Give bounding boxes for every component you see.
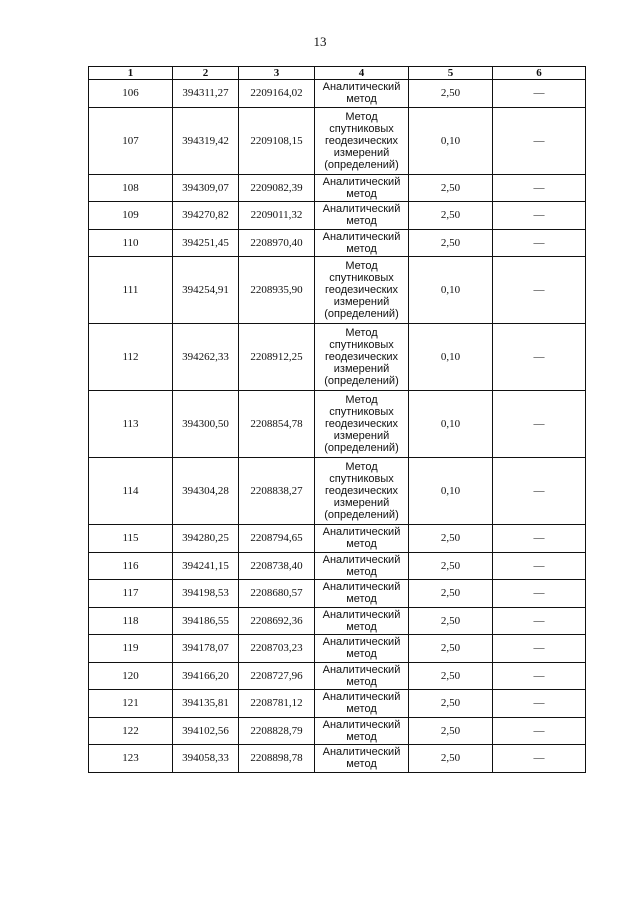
table-row (89, 717, 586, 745)
method-cell: Аналитический метод (315, 607, 409, 635)
page-number: 13 (313, 34, 327, 49)
y-coordinate-cell: 2209164,02 (239, 80, 315, 108)
point-number-cell: 123 (89, 745, 173, 773)
table-row (89, 80, 586, 108)
method-cell: Аналитический метод (315, 745, 409, 773)
table-row (89, 580, 586, 608)
method-cell: Метод спутниковых геодезических измерений (определений) (315, 324, 409, 391)
x-coordinate-cell: 394058,33 (173, 745, 239, 773)
method-cell: Аналитический метод (315, 552, 409, 580)
column-header: 3 (239, 67, 315, 80)
y-coordinate-cell: 2209108,15 (239, 107, 315, 174)
table-row (89, 174, 586, 202)
accuracy-cell: 2,50 (409, 690, 493, 718)
note-cell: — (493, 635, 586, 663)
x-coordinate-cell: 394311,27 (173, 80, 239, 108)
y-coordinate-cell: 2208970,40 (239, 229, 315, 257)
method-cell: Аналитический метод (315, 229, 409, 257)
note-cell: — (493, 80, 586, 108)
y-coordinate-cell: 2208794,65 (239, 525, 315, 553)
y-coordinate-cell: 2208727,96 (239, 662, 315, 690)
note-cell: — (493, 662, 586, 690)
point-number-cell: 113 (89, 391, 173, 458)
accuracy-cell: 0,10 (409, 324, 493, 391)
point-number-cell: 107 (89, 107, 173, 174)
note-cell: — (493, 552, 586, 580)
note-cell: — (493, 525, 586, 553)
method-cell: Метод спутниковых геодезических измерений (определений) (315, 107, 409, 174)
accuracy-cell: 2,50 (409, 717, 493, 745)
accuracy-cell: 2,50 (409, 580, 493, 608)
note-cell: — (493, 107, 586, 174)
table-row (89, 202, 586, 230)
accuracy-cell: 2,50 (409, 662, 493, 690)
note-cell: — (493, 257, 586, 324)
method-cell: Метод спутниковых геодезических измерений (определений) (315, 391, 409, 458)
method-cell: Аналитический метод (315, 525, 409, 553)
column-header: 5 (409, 67, 493, 80)
accuracy-cell: 2,50 (409, 745, 493, 773)
point-number-cell: 109 (89, 202, 173, 230)
table-row (89, 525, 586, 553)
accuracy-cell: 0,10 (409, 458, 493, 525)
accuracy-cell: 2,50 (409, 174, 493, 202)
x-coordinate-cell: 394135,81 (173, 690, 239, 718)
accuracy-cell: 2,50 (409, 525, 493, 553)
point-number-cell: 110 (89, 229, 173, 257)
point-number-cell: 122 (89, 717, 173, 745)
accuracy-cell: 2,50 (409, 229, 493, 257)
method-cell: Метод спутниковых геодезических измерений (определений) (315, 458, 409, 525)
accuracy-cell: 0,10 (409, 107, 493, 174)
table-row (89, 745, 586, 773)
table-row (89, 662, 586, 690)
note-cell: — (493, 458, 586, 525)
note-cell: — (493, 324, 586, 391)
x-coordinate-cell: 394300,50 (173, 391, 239, 458)
table-header-row (89, 67, 586, 80)
y-coordinate-cell: 2208838,27 (239, 458, 315, 525)
note-cell: — (493, 391, 586, 458)
note-cell: — (493, 174, 586, 202)
x-coordinate-cell: 394251,45 (173, 229, 239, 257)
point-number-cell: 121 (89, 690, 173, 718)
method-cell: Аналитический метод (315, 662, 409, 690)
y-coordinate-cell: 2208898,78 (239, 745, 315, 773)
table-row (89, 257, 586, 324)
accuracy-cell: 2,50 (409, 80, 493, 108)
method-cell: Аналитический метод (315, 580, 409, 608)
x-coordinate-cell: 394304,28 (173, 458, 239, 525)
x-coordinate-cell: 394178,07 (173, 635, 239, 663)
column-header: 1 (89, 67, 173, 80)
point-number-cell: 106 (89, 80, 173, 108)
table-row (89, 458, 586, 525)
accuracy-cell: 2,50 (409, 202, 493, 230)
point-number-cell: 114 (89, 458, 173, 525)
note-cell: — (493, 690, 586, 718)
note-cell: — (493, 580, 586, 608)
accuracy-cell: 0,10 (409, 257, 493, 324)
y-coordinate-cell: 2209011,32 (239, 202, 315, 230)
x-coordinate-cell: 394186,55 (173, 607, 239, 635)
note-cell: — (493, 745, 586, 773)
method-cell: Метод спутниковых геодезических измерений (определений) (315, 257, 409, 324)
column-header: 2 (173, 67, 239, 80)
table-row (89, 229, 586, 257)
x-coordinate-cell: 394198,53 (173, 580, 239, 608)
x-coordinate-cell: 394262,33 (173, 324, 239, 391)
x-coordinate-cell: 394280,25 (173, 525, 239, 553)
y-coordinate-cell: 2208692,36 (239, 607, 315, 635)
y-coordinate-cell: 2208935,90 (239, 257, 315, 324)
method-cell: Аналитический метод (315, 202, 409, 230)
x-coordinate-cell: 394270,82 (173, 202, 239, 230)
x-coordinate-cell: 394254,91 (173, 257, 239, 324)
table-row (89, 690, 586, 718)
y-coordinate-cell: 2208912,25 (239, 324, 315, 391)
point-number-cell: 119 (89, 635, 173, 663)
coordinates-table (88, 66, 586, 773)
method-cell: Аналитический метод (315, 80, 409, 108)
y-coordinate-cell: 2208738,40 (239, 552, 315, 580)
point-number-cell: 118 (89, 607, 173, 635)
table-row (89, 552, 586, 580)
y-coordinate-cell: 2208854,78 (239, 391, 315, 458)
method-cell: Аналитический метод (315, 690, 409, 718)
table-row (89, 635, 586, 663)
accuracy-cell: 2,50 (409, 552, 493, 580)
y-coordinate-cell: 2208680,57 (239, 580, 315, 608)
method-cell: Аналитический метод (315, 717, 409, 745)
table-row (89, 324, 586, 391)
accuracy-cell: 2,50 (409, 635, 493, 663)
point-number-cell: 115 (89, 525, 173, 553)
y-coordinate-cell: 2208781,12 (239, 690, 315, 718)
point-number-cell: 112 (89, 324, 173, 391)
method-cell: Аналитический метод (315, 174, 409, 202)
x-coordinate-cell: 394102,56 (173, 717, 239, 745)
note-cell: — (493, 607, 586, 635)
x-coordinate-cell: 394241,15 (173, 552, 239, 580)
accuracy-cell: 0,10 (409, 391, 493, 458)
x-coordinate-cell: 394309,07 (173, 174, 239, 202)
note-cell: — (493, 202, 586, 230)
y-coordinate-cell: 2208828,79 (239, 717, 315, 745)
table-row (89, 107, 586, 174)
note-cell: — (493, 717, 586, 745)
y-coordinate-cell: 2209082,39 (239, 174, 315, 202)
point-number-cell: 120 (89, 662, 173, 690)
point-number-cell: 117 (89, 580, 173, 608)
table-row (89, 391, 586, 458)
note-cell: — (493, 229, 586, 257)
accuracy-cell: 2,50 (409, 607, 493, 635)
point-number-cell: 111 (89, 257, 173, 324)
y-coordinate-cell: 2208703,23 (239, 635, 315, 663)
column-header: 6 (493, 67, 586, 80)
method-cell: Аналитический метод (315, 635, 409, 663)
x-coordinate-cell: 394319,42 (173, 107, 239, 174)
x-coordinate-cell: 394166,20 (173, 662, 239, 690)
column-header: 4 (315, 67, 409, 80)
table-row (89, 607, 586, 635)
point-number-cell: 116 (89, 552, 173, 580)
point-number-cell: 108 (89, 174, 173, 202)
